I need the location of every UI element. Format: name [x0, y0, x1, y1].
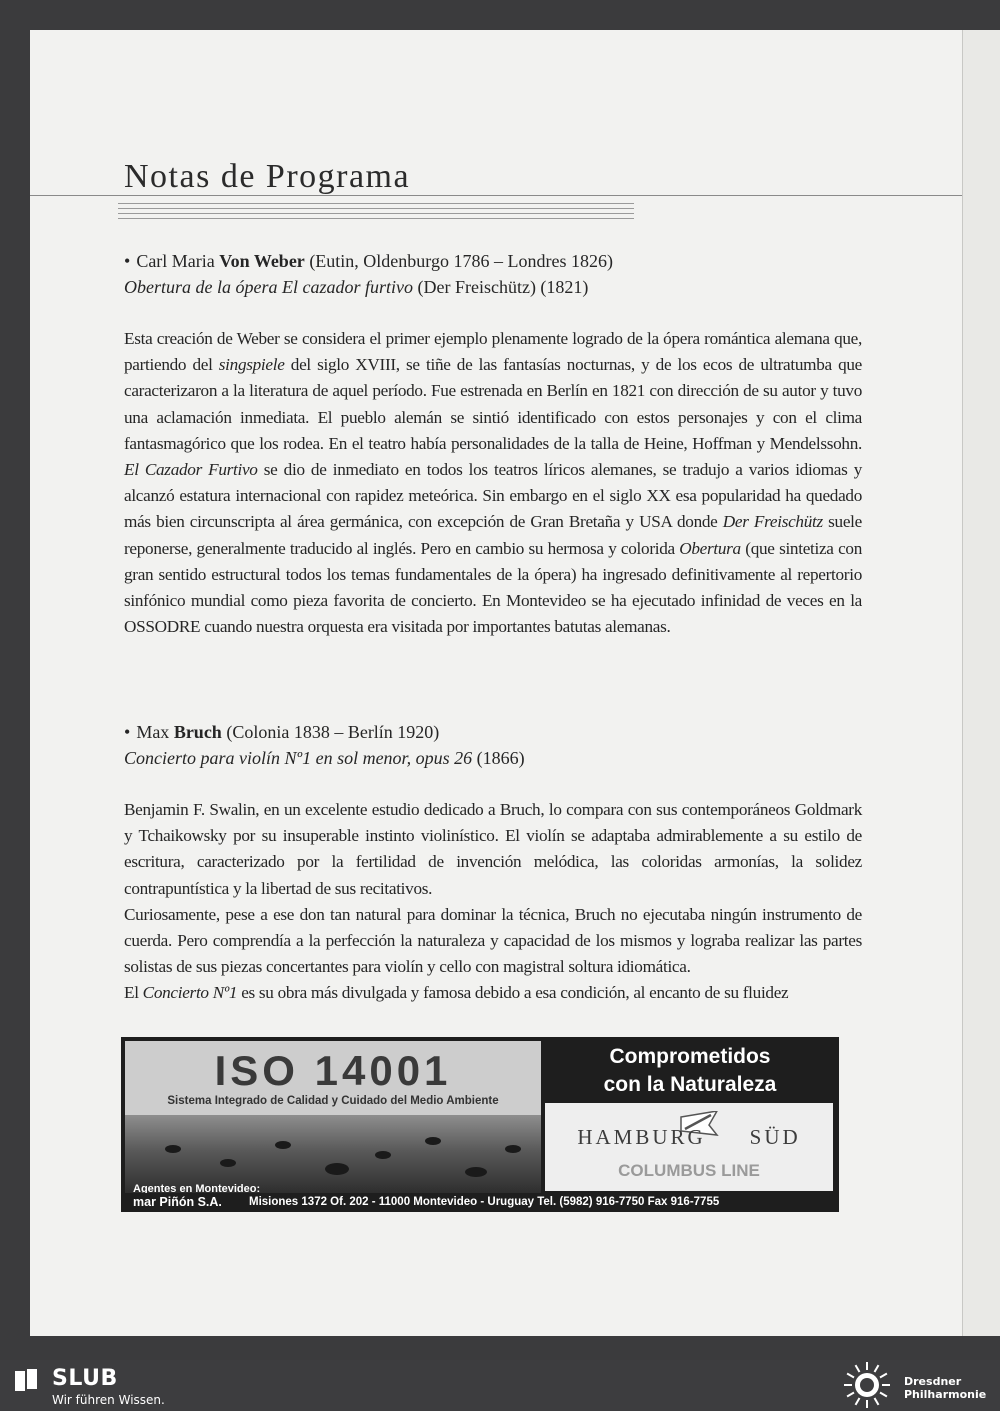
text-run: del siglo XVIII, se tiñe de las fantasías nocturnas, y de los ecos de ultratumba que caracterizaron a la literatura de aquel período. Fue estrenada en Berlín en 1821 con dirección de su autor y tuvo una aclamación inmediata. El pueblo alemán se sintió identificado con estos personajes y con el clima fantasmagórico que los rodea. En el teatro había personalidades de la talla de Heine, Hoffman y Mendelssohn. — [124, 355, 862, 453]
paragraph — [124, 902, 862, 981]
work-heading-weber — [124, 274, 862, 300]
partner-name-line: Philharmonie — [904, 1388, 987, 1401]
bullet: • — [124, 722, 131, 742]
partner-name — [904, 1375, 986, 1401]
ad-subheadline: Sistema Integrado de Calidad y Cuidado del Medio Ambiente — [167, 1095, 499, 1107]
ad-slogan-line: con la Naturaleza — [603, 1073, 777, 1096]
bullet: • — [124, 251, 131, 271]
composer-given-name: Max — [136, 722, 170, 742]
paragraph — [124, 326, 862, 640]
text-run: Esta creación de Weber se considera el primer ejemplo plenamente logrado de la ópera romántica alemana que, partiendo del — [124, 329, 862, 375]
fish-shape — [425, 1137, 441, 1145]
program-note-weber — [124, 326, 862, 640]
next-page-edge — [962, 30, 1000, 1336]
ad-slogan-line: Comprometidos — [609, 1045, 771, 1068]
library-name[interactable]: SLUB — [52, 1366, 118, 1391]
paragraph — [124, 980, 862, 1006]
agent-firm: mar Piñón S.A. — [133, 1195, 222, 1209]
advertisement-banner — [121, 1037, 839, 1212]
text-run: se dio de inmediato en todos los teatros líricos alemanes, se tradujo a varios idiomas y alcanzó estatura internacional con rapidez meteórica. Sin embargo en el siglo XX esa popularidad ha quedado más bien circunscripta al área germánica, con excepción de Gran Bretaña y USA donde — [124, 460, 862, 532]
fish-shape — [165, 1145, 181, 1153]
text-run: (que sintetiza con gran sentido estructural todos los temas fundamentales de la ópera) ha ingresado definitivamente al repertorio sinfónico mundial como pieza favorita de concierto. En Montevideo se ha ejecutado infinidad de veces en la OSSODRE cuando nuestra orquesta era visitada por importantes batutas alemanas. — [124, 538, 862, 637]
ad-slogan — [545, 1043, 835, 1099]
brand-name-right: SÜD — [749, 1125, 801, 1149]
composer-surname: Von Weber — [219, 251, 305, 271]
composer-heading-weber — [124, 248, 862, 274]
library-tagline: Wir führen Wissen. — [52, 1393, 165, 1407]
italic-run: Concierto Nº1 — [142, 983, 238, 1003]
program-note-bruch — [124, 797, 862, 1007]
composer-surname: Bruch — [173, 722, 222, 742]
title-decoration-lines — [118, 203, 634, 223]
partner-name-line: Dresdner — [904, 1375, 962, 1388]
fish-shape — [375, 1151, 391, 1159]
italic-run: Der Freischütz — [722, 512, 823, 532]
fish-shape — [275, 1141, 291, 1149]
text-run: Curiosamente, pese a ese don tan natural para dominar la técnica, Bruch no ejecutaba ningún instrumento de cuerda. Pero comprendía a la perfección la naturaleza y capacidad de los mismos y lograba realizar las partes solistas de sus piezas concertantes para violín y cello con magistral soltura idiomática. — [124, 904, 862, 977]
fish-shape — [465, 1167, 487, 1177]
fish-shape — [505, 1145, 521, 1153]
brand-name-left: HAMBURG — [577, 1125, 706, 1149]
underwater-photo — [125, 1115, 541, 1193]
agent-address: Misiones 1372 Of. 202 - 11000 Montevideo - Uruguay Tel. (5982) 916-7750 Fax 916-7755 — [249, 1196, 720, 1208]
work-title: Concierto para violín Nº1 en sol menor, opus 26 — [124, 748, 473, 768]
text-run: Benjamin F. Swalin, en un excelente estudio dedicado a Bruch, lo compara con sus contemporáneos Goldmark y Tchaikowsky por su insuperable instinto violinístico. El violín se adaptaba admirablemente a su estilo de escritura, caracterizado por la fertilidad de invención melódica, las coloridas armonías, la solidez contrapuntística y la libertad de sus recitativos. — [124, 800, 862, 898]
text-run: El — [124, 983, 143, 1003]
italic-run: Obertura — [679, 538, 741, 558]
title-rule — [30, 195, 962, 196]
ad-agents-label: Agentes en Montevideo: — [133, 1183, 261, 1193]
philharmonie-logo-icon[interactable] — [843, 1361, 891, 1409]
ad-contact-bar — [121, 1194, 839, 1212]
sub-brand: COLUMBUS LINE — [618, 1161, 760, 1180]
ad-headline: ISO 14001 — [214, 1047, 452, 1094]
fish-shape — [220, 1159, 236, 1167]
composer-given-name: Carl Maria — [136, 251, 215, 271]
composer-info: (Eutin, Oldenburgo 1786 – Londres 1826) — [309, 251, 613, 271]
work-details: (Der Freischütz) (1821) — [417, 277, 589, 297]
work-title: Obertura de la ópera El cazador furtivo — [124, 277, 413, 297]
ad-image-panel — [125, 1041, 541, 1193]
composer-info: (Colonia 1838 – Berlín 1920) — [226, 722, 440, 742]
slub-logo-icon[interactable] — [14, 1368, 38, 1392]
text-run: es su obra más divulgada y famosa debido a esa condición, al encanto de su fluidez — [237, 983, 789, 1003]
paragraph — [124, 797, 862, 902]
scan-border — [0, 1336, 1000, 1360]
viewer-footer — [0, 1360, 1000, 1411]
italic-run: singspiele — [218, 355, 285, 375]
brand-name — [545, 1125, 833, 1150]
text-run: suele reponerse, generalmente traducido al inglés. Pero en cambio su hermosa y colorida — [124, 512, 862, 558]
ad-brand-panel — [545, 1103, 833, 1191]
work-details: (1866) — [476, 748, 525, 768]
work-heading-bruch — [124, 745, 862, 771]
fish-shape — [325, 1163, 349, 1175]
page-title: Notas de Programa — [124, 158, 411, 195]
composer-heading-bruch — [124, 719, 862, 745]
italic-run: El Cazador Furtivo — [124, 460, 258, 480]
